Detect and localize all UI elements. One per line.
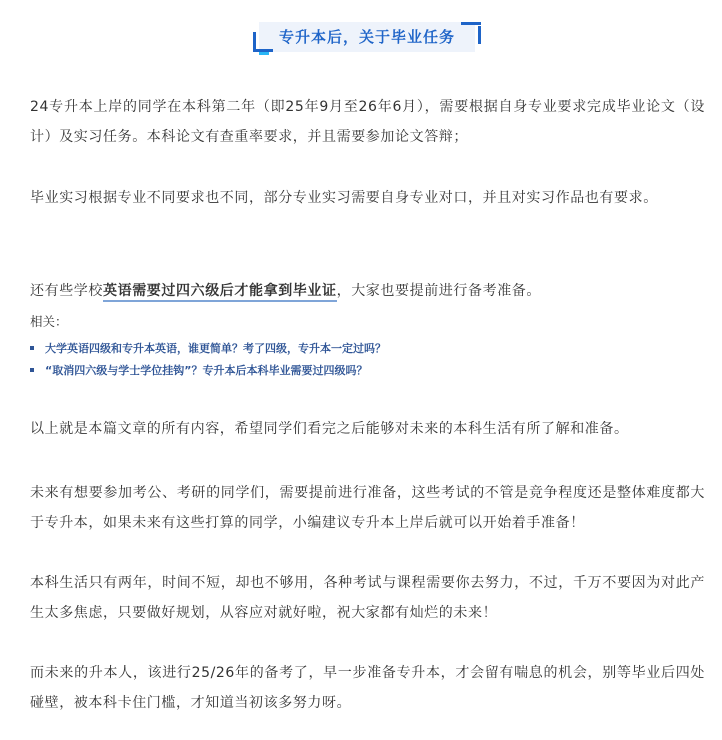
paragraph-summary: 以上就是本篇文章的所有内容，希望同学们看完之后能够对未来的本科生活有所了解和准备。	[30, 421, 629, 437]
related-link[interactable]	[30, 338, 386, 360]
highlighted-text: 英语需要过四六级后才能拿到毕业证	[103, 283, 337, 302]
bullet-icon	[30, 368, 34, 372]
paragraph-encouragement: 本科生活只有两年，时间不短，却也不够用，各种考试与课程需要你去努力，不过，千万不要因为对此产生太多焦虑，只要做好规划，从容应对就好啦，祝大家都有灿烂的未来！	[30, 575, 705, 621]
related-link-text[interactable]: 大学英语四级和专升本英语，谁更简单？考了四级，专升本一定过吗？	[45, 342, 386, 355]
section-title	[253, 22, 481, 56]
paragraph-internship: 毕业实习根据专业不同要求也不同，部分专业实习需要自身专业对口，并且对实习作品也有要求。	[30, 190, 658, 206]
section-title-text: 专升本后，关于毕业任务	[278, 28, 455, 46]
paragraph-text: ，大家也要提前进行备考准备。	[336, 283, 542, 299]
paragraph-graduation-tasks: 24专升本上岸的同学在本科第二年（即25年9月至26年6月），需要根据自身专业要求完成毕业论文（设计）及实习任务。本科论文有查重率要求，并且需要参加论文答辩；	[30, 99, 705, 145]
paragraph-exam-advice: 未来有想要参加考公、考研的同学们，需要提前进行准备，这些考试的不管是竞争程度还是整体难度都大于专升本，如果未来有这些打算的同学，小编建议专升本上岸后就可以开始着手准备！	[30, 485, 705, 531]
paragraph-english-requirement	[30, 276, 705, 306]
related-link-text[interactable]: “取消四六级与学士学位挂钩”？专升本后本科毕业需要过四级吗？	[45, 364, 368, 377]
related-links-list	[30, 338, 386, 382]
related-link[interactable]	[30, 360, 386, 382]
paragraph-future-students: 而未来的升本人，该进行25/26年的备考了，早一步准备专升本，才会留有喘息的机会，别等毕业后四处碰壁，被本科卡住门槛，才知道当初该多努力呀。	[30, 665, 705, 711]
title-corner-decoration	[259, 52, 269, 55]
paragraph-text: 还有些学校	[30, 283, 103, 299]
related-label: 相关：	[30, 314, 68, 329]
bullet-icon	[30, 346, 34, 350]
